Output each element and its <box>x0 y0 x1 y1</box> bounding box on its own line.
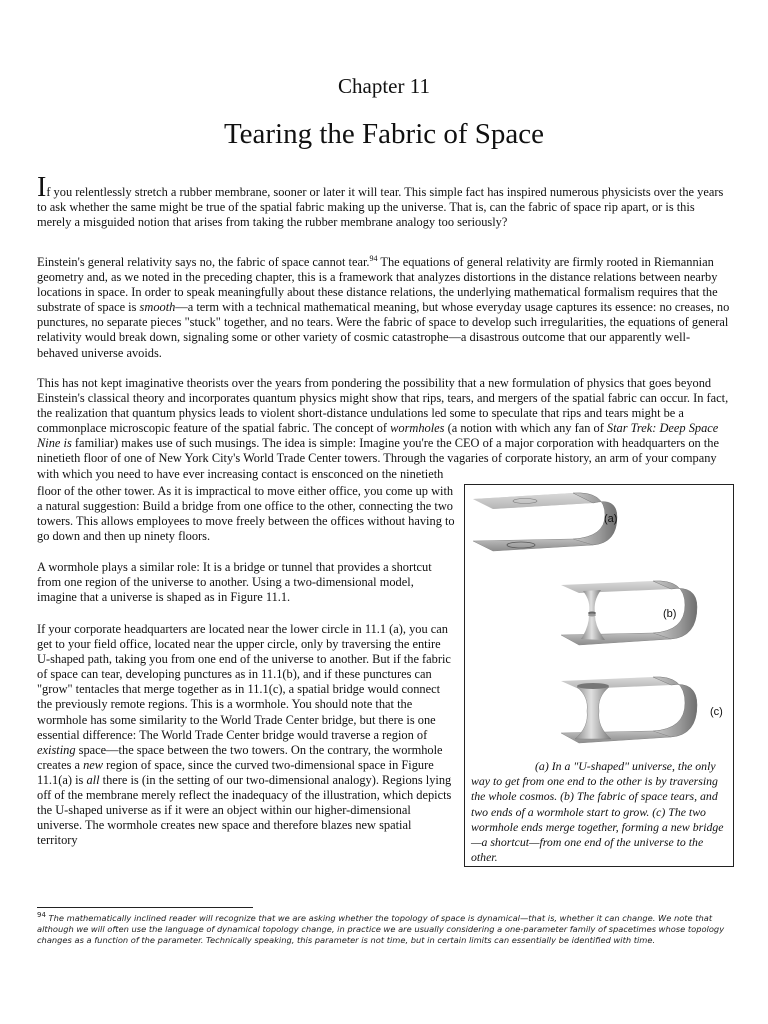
paragraph-2-text-b: The equations of general relativity are firmly rooted in Riemannian geometry and, as we noted in the preceding chapter, this is a framework that analyzes distortions in the distance relations between nearby locations in space. In order to speak meaningfully about these distance relations, the underlying mathematical formalism requires that the substrate of space is <box>37 255 718 315</box>
paragraph-3-emphasis-2: Star Trek: Deep Space Nine is <box>37 421 719 451</box>
paragraph-4-text: A wormhole plays a similar role: It is a bridge or tunnel that provides a shortcut from one region of the universe to another. Using a two-dimensional model, imagine that a universe is shaped as in Figure 11.1. <box>37 560 432 605</box>
panel-b <box>561 581 697 645</box>
figure-label-c: (c) <box>710 706 723 718</box>
paragraph-3-text-d: floor of the other tower. As it is impractical to move either office, you come up with a natural suggestion: Build a bridge from one office to the other, connecting the two towers. This allows employees to move freely between the offices without having to go down and then up ninety floors. <box>37 484 455 544</box>
paragraph-3-text-c: familiar) makes use of such musings. The idea is simple: Imagine you're the CEO of a major corporation with headquarters on the ninetieth floor of one of New York City's World Trade Center towers. Through the vagaries of corporate history, an arm of your company with which you need to have ever increasing contact is ensconced on the ninetieth <box>37 436 719 481</box>
paragraph-2 <box>37 255 731 361</box>
paragraph-2-text-c: —a term with a technical mathematical meaning, but whose everyday usage captures its essence: no creases, no punctures, no separate pieces "stuck" together, and no tears. Were the fabric of space to develop such irregularities, the equations of general relativity would break down, signaling some or other variety of cosmic catastrophe—a disastrous outcome that our apparently well-behaved universe avoids. <box>37 300 730 360</box>
paragraph-1-text: f you relentlessly stretch a rubber membrane, sooner or later it will tear. This simple fact has inspired numerous physicists over the years to ask whether the same might be true of the spatial fabric making up the universe. That is, can the fabric of space rip apart, or is this merely a misguided notion that arises from taking the rubber membrane analogy too seriously? <box>37 185 724 230</box>
footnote-text: The mathematically inclined reader will recognize that we are asking whether the topology of space is dynamical—that is, whether it can change. We note that although we will often use the language of dynamical topology change, in practice we are usually considering a one-parameter family of spacetimes whose topology changes as a function of the parameter. Technically speaking, this parameter is not time, but in certain limits can essentially be identified with time. <box>37 913 725 945</box>
paragraph-3-text-a: This has not kept imaginative theorists over the years from pondering the possibility that a new formulation of physics that goes beyond Einstein's classical theory and incorporates quantum physics might show that rips, tears, and mergers of the spatial fabric can occur. In fact, the realization that quantum physics leads to violent short-distance undulations led some to speculate that rips and tears might be a commonplace microscopic feature of the spatial fabric. The concept of <box>37 376 729 436</box>
figure-caption: (a) In a "U-shaped" universe, the only way to get from one end to the other is by traversing the whole cosmos. (b) The fabric of space tears, and two ends of a wormhole start to grow. (c) The two wormhole ends merge together, forming a new bridge—a shortcut—from one end of the universe to the other. <box>471 759 724 865</box>
paragraph-5-text-d: there is (in the setting of our two-dimensional analogy). Regions lying off of the membrane merely reflect the inadequacy of the illustration, which depicts the U-shaped universe as if it were an object within our higher-dimensional universe. The wormhole creates new space and therefore blazes new spatial territory <box>37 772 452 848</box>
paragraph-5-emphasis-3: all <box>86 772 100 787</box>
paragraph-4 <box>37 560 455 605</box>
paragraph-3-emphasis-1: wormholes <box>390 421 445 436</box>
drop-cap: I <box>37 172 47 203</box>
paragraph-5-text-c: region of space, since the curved two-dimensional space in Figure 11.1(a) is <box>37 757 434 787</box>
footnote-reference[interactable]: 94 <box>369 253 378 263</box>
paragraph-5-emphasis-1: existing <box>37 742 76 757</box>
paragraph-3 <box>37 376 731 482</box>
panel-a <box>473 493 617 551</box>
footnote-94 <box>37 913 731 946</box>
chapter-title: Tearing the Fabric of Space <box>223 118 545 150</box>
paragraph-2-text-a: Einstein's general relativity says no, the fabric of space cannot tear. <box>37 255 370 269</box>
paragraph-3-continued <box>37 484 455 544</box>
figure-label-a: (a) <box>604 513 618 525</box>
paragraph-2-emphasis: smooth <box>139 300 176 315</box>
chapter-label: Chapter 11 <box>338 74 430 98</box>
paragraph-5 <box>37 622 455 848</box>
paragraph-1 <box>37 172 731 230</box>
figure-11-1 <box>464 484 734 867</box>
panel-c <box>561 677 697 743</box>
footnote-divider <box>37 907 253 908</box>
footnote-number: 94 <box>37 911 46 920</box>
paragraph-5-emphasis-2: new <box>83 757 104 772</box>
paragraph-5-text-a: If your corporate headquarters are located near the lower circle in 11.1 (a), you can get to your field office, located near the upper circle, only by traversing the entire U-shaped path, taking you from one end of the universe to another. But if the fabric of space can tear, developing punctures as in 11.1(b), and if these punctures can "grow" tentacles that merge together as in 11.1(c), a spatial bridge would connect the previously remote regions. This is a wormhole. You should note that the wormhole has some similarity to the World Trade Center bridge, but there is one essential difference: The World Trade Center bridge would traverse a region of <box>37 622 451 742</box>
paragraph-5-text-b: space—the space between the two towers. On the contrary, the wormhole creates a <box>37 742 443 772</box>
paragraph-3-text-b: (a notion with which any fan of <box>444 421 607 436</box>
wormhole-illustration <box>465 485 733 757</box>
figure-label-b: (b) <box>663 608 677 620</box>
